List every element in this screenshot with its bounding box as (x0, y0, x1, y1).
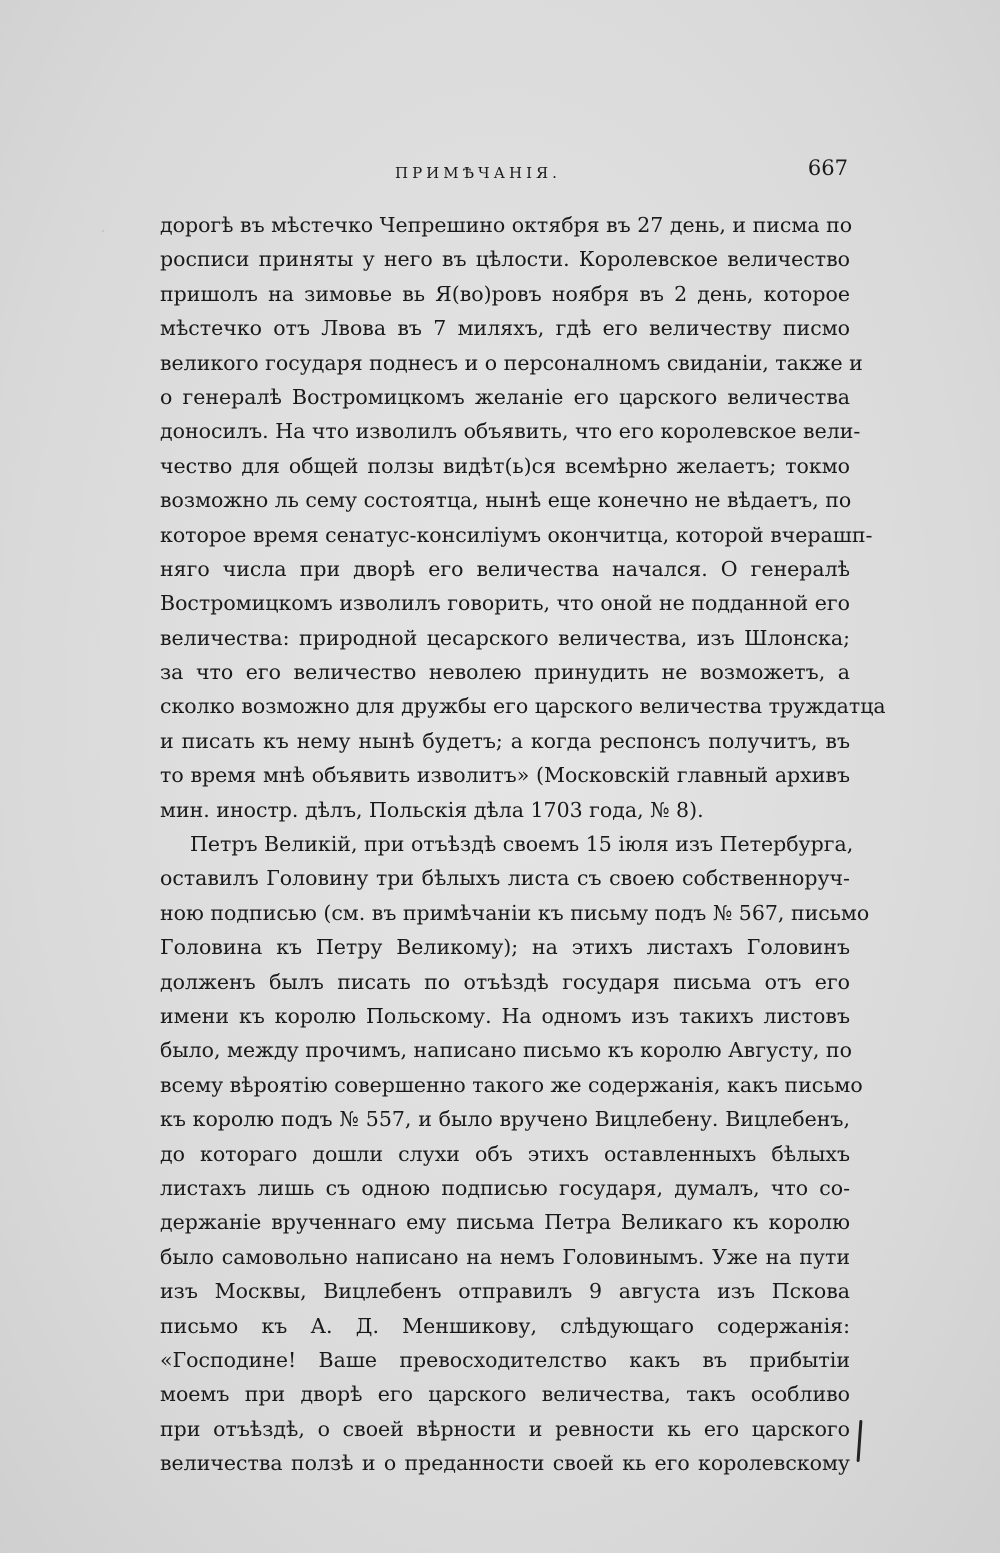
text-line: то время мнѣ объявить изволитъ» (Московскій главный архивъ (160, 763, 850, 788)
running-title: ПРИМѢЧАНІЯ. (395, 164, 561, 182)
text-line: было самовольно написано на немъ Головинымъ. Уже на пути (160, 1244, 850, 1269)
text-line: Головина къ Петру Великому); на этихъ листахъ Головинъ (160, 935, 850, 960)
text-line: ною подписью (см. въ примѣчаніи къ письму подъ № 567, письмо (160, 900, 870, 925)
text-line: листахъ лишь съ одною подписью государя, думалъ, что со- (160, 1175, 850, 1200)
text-line: письмо къ А. Д. Меншикову, слѣдующаго содержанія: (160, 1313, 850, 1338)
text-line: величества ползѣ и о преданности своей кь его королевскому (160, 1451, 850, 1476)
text-line: всему вѣроятію совершенно такого же содержанія, какъ письмо (160, 1072, 863, 1097)
text-line: къ королю подъ № 557, и было вручено Вицлебену. Вицлебенъ, (160, 1107, 850, 1132)
text-line: до котораго дошли слухи объ этихъ оставленныхъ бѣлыхъ (160, 1141, 850, 1166)
paragraph-first-line: Петръ Великій, при отъѣздѣ своемъ 15 іюля изъ Петербурга, (190, 832, 854, 857)
show-through-text: . (100, 215, 107, 237)
text-line: няго числа при дворѣ его величества начался. О генералѣ (160, 556, 850, 581)
text-line: величества: природной цесарского величества, изъ Шлонска; (160, 625, 850, 650)
text-line: чество для общей ползы видѣт(ь)ся всемѣрно желаетъ; токмо (160, 453, 850, 478)
text-line: оставилъ Головину три бѣлыхъ листа съ своею собственноруч- (160, 866, 850, 891)
text-line: о генералѣ Востромицкомъ желаніе его царского величества (160, 384, 850, 409)
text-line: за что его величество неволею принудить не возможетъ, а (160, 660, 850, 685)
text-line: держаніе врученнаго ему письма Петра Великаго къ королю (160, 1210, 850, 1235)
text-line: пришолъ на зимовье вь Я(во)ровъ ноября въ 2 день, которое (160, 281, 850, 306)
text-line: было, между прочимъ, написано письмо къ королю Августу, по (160, 1038, 852, 1063)
text-line: изъ Москвы, Вицлебенъ отправилъ 9 августа изъ Пскова (160, 1279, 850, 1304)
margin-pencil-mark (857, 1420, 863, 1462)
text-line: дорогѣ въ мѣстечко Чепрешино октября въ 27 день, и писма по (160, 213, 853, 237)
text-line: «Господине! Ваше превосходителство какъ въ прибытіи (160, 1347, 850, 1372)
text-line: доносилъ. На что изволилъ объявить, что его королевское вели- (160, 419, 861, 444)
text-line: которое время сенатус-консиліумъ окончитца, которой вчерашп- (160, 522, 873, 547)
text-line: моемъ при дворѣ его царского величества, такъ особливо (160, 1382, 850, 1407)
text-line: мин. иностр. дѣлъ, Польскія дѣла 1703 года, № 8). (160, 797, 704, 822)
page-number: 667 (807, 156, 848, 180)
text-line: росписи приняты у него въ цѣлости. Королевское величество (160, 247, 850, 272)
page-header (160, 156, 850, 188)
text-line: и писать къ нему нынѣ будетъ; а когда респонсъ получитъ, въ (160, 728, 850, 753)
body-text (160, 208, 886, 1480)
text-line: великого государя поднесъ и о персоналномъ свиданіи, также и (160, 350, 863, 375)
text-line: сколко возможно для дружбы его царского величества труждатца (160, 694, 886, 719)
text-line: при отъѣздѣ, о своей вѣрности и ревности кь его царского (160, 1416, 850, 1441)
text-line: имени къ королю Польскому. На одномъ изъ такихъ листовъ (160, 1003, 850, 1028)
text-line: долженъ былъ писать по отъѣздѣ государя письма отъ его (160, 969, 850, 994)
text-line: Востромицкомъ изволилъ говорить, что оной не подданной его (160, 591, 850, 616)
text-line: возможно ль сему состоятца, нынѣ еще конечно не вѣдаетъ, по (160, 488, 852, 513)
text-line: мѣстечко отъ Лвова въ 7 миляхъ, гдѣ его величеству писмо (160, 316, 850, 341)
